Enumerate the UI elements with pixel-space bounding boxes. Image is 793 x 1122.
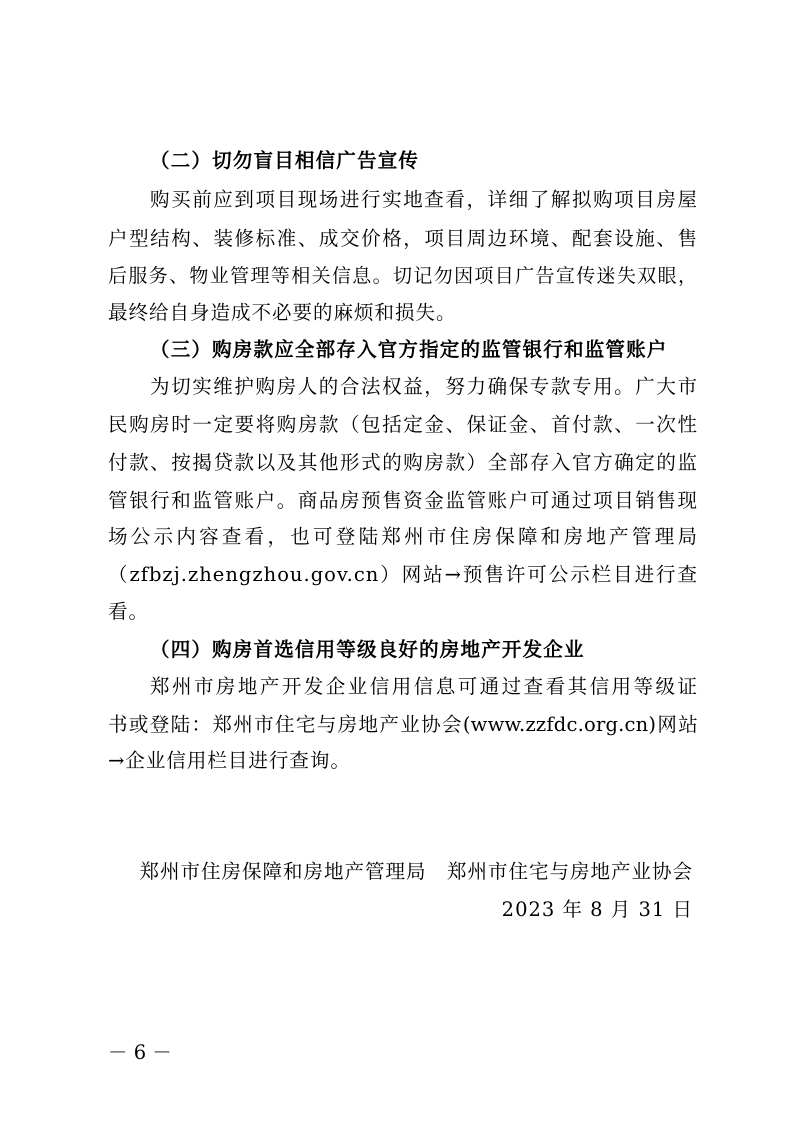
section-3-line-7: 看。 bbox=[108, 600, 150, 623]
issuer-signature: 郑州市住房保障和房地产管理局 郑州市住宅与房地产业协会 bbox=[139, 860, 693, 883]
page-number: － 6 － bbox=[108, 1041, 172, 1064]
section-4-line-1: 郑州市房地产开发企业信用信息可通过查看其信用等级证 bbox=[150, 675, 698, 698]
section-3-line-1: 为切实维护购房人的合法权益，努力确保专款专用。广大市 bbox=[150, 375, 698, 398]
section-3-line-6: （zfbzj.zhengzhou.gov.cn）网站→预售许可公示栏目进行查 bbox=[108, 563, 698, 586]
section-heading-4: （四）购房首选信用等级良好的房地产开发企业 bbox=[150, 638, 585, 661]
section-2-line-3: 后服务、物业管理等相关信息。切记勿因项目广告宣传迷失双眼， bbox=[108, 265, 698, 287]
issue-date: 2023 年 8 月 31 日 bbox=[501, 898, 693, 921]
section-2-line-2: 户型结构、装修标准、成交价格，项目周边环境、配套设施、售 bbox=[108, 227, 698, 250]
section-4-line-2: 书或登陆：郑州市住宅与房地产业协会(www.zzfdc.org.cn)网站 bbox=[108, 713, 698, 736]
section-heading-2: （二）切勿盲目相信广告宣传 bbox=[150, 149, 420, 172]
section-2-line-1: 购买前应到项目现场进行实地查看，详细了解拟购项目房屋 bbox=[150, 188, 698, 211]
section-2-line-4: 最终给自身造成不必要的麻烦和损失。 bbox=[108, 301, 457, 324]
section-heading-3: （三）购房款应全部存入官方指定的监管银行和监管账户 bbox=[150, 338, 668, 361]
section-3-line-3: 付款、按揭贷款以及其他形式的购房款）全部存入官方确定的监 bbox=[108, 451, 698, 474]
section-3-line-5: 场公示内容查看，也可登陆郑州市住房保障和房地产管理局 bbox=[108, 525, 698, 548]
section-3-line-4: 管银行和监管账户。商品房预售资金监管账户可通过项目销售现 bbox=[108, 489, 698, 512]
section-3-line-2: 民购房时一定要将购房款（包括定金、保证金、首付款、一次性 bbox=[108, 413, 698, 436]
section-4-line-3: →企业信用栏目进行查询。 bbox=[108, 749, 351, 772]
